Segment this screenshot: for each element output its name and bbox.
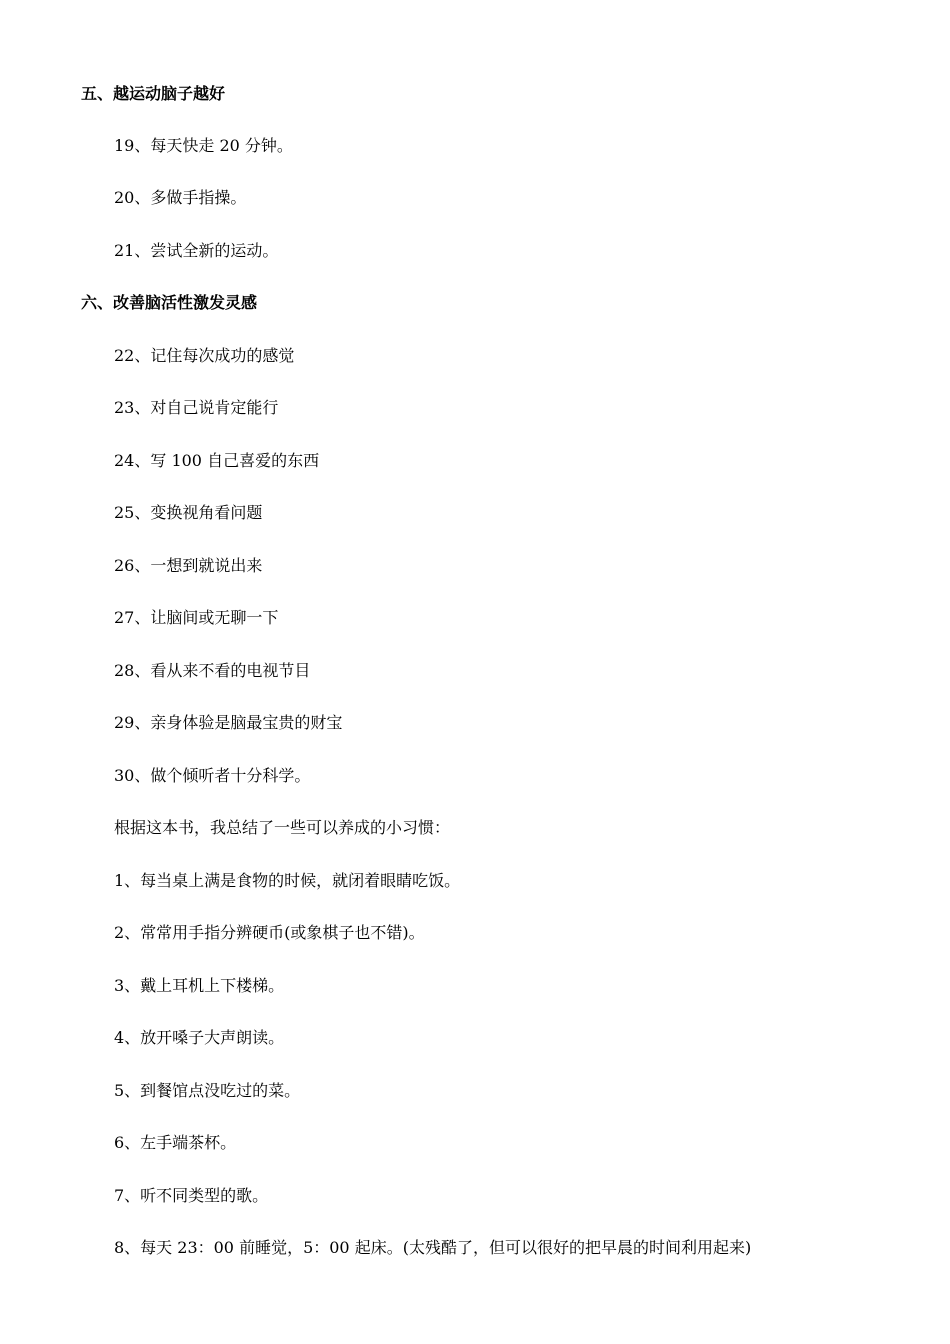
list-item: 27、让脑间或无聊一下: [114, 608, 279, 627]
habit-item: 5、到餐馆点没吃过的菜。: [114, 1081, 301, 1100]
list-item: 21、尝试全新的运动。: [114, 241, 279, 260]
list-item: 25、变换视角看问题: [114, 503, 263, 522]
list-item: 29、亲身体验是脑最宝贵的财宝: [114, 713, 343, 732]
list-item: 24、写 100 自己喜爱的东西: [114, 451, 320, 470]
habit-item: 1、每当桌上满是食物的时候，就闭着眼睛吃饭。: [114, 871, 461, 890]
habit-item: 7、听不同类型的歌。: [114, 1186, 269, 1205]
habit-item: 4、放开嗓子大声朗读。: [114, 1028, 285, 1047]
habit-item: 3、戴上耳机上下楼梯。: [114, 976, 285, 995]
habit-item: 2、常常用手指分辨硬币(或象棋子也不错)。: [114, 923, 425, 942]
habit-item: 8、每天 23：00 前睡觉，5：00 起床。(太残酷了，但可以很好的把早晨的时间利用起来): [114, 1238, 752, 1257]
list-item: 26、一想到就说出来: [114, 556, 263, 575]
list-item: 22、记住每次成功的感觉: [114, 346, 295, 365]
list-item: 23、对自己说肯定能行: [114, 398, 279, 417]
section-6-heading: 六、改善脑活性激发灵感: [81, 293, 258, 312]
list-item: 28、看从来不看的电视节目: [114, 661, 311, 680]
summary-intro: 根据这本书，我总结了一些可以养成的小习惯：: [114, 818, 451, 837]
list-item: 20、多做手指操。: [114, 188, 247, 207]
section-5-heading: 五、越运动脑子越好: [81, 84, 226, 103]
list-item: 30、做个倾听者十分科学。: [114, 766, 311, 785]
list-item: 19、每天快走 20 分钟。: [114, 136, 293, 155]
habit-item: 6、左手端茶杯。: [114, 1133, 237, 1152]
